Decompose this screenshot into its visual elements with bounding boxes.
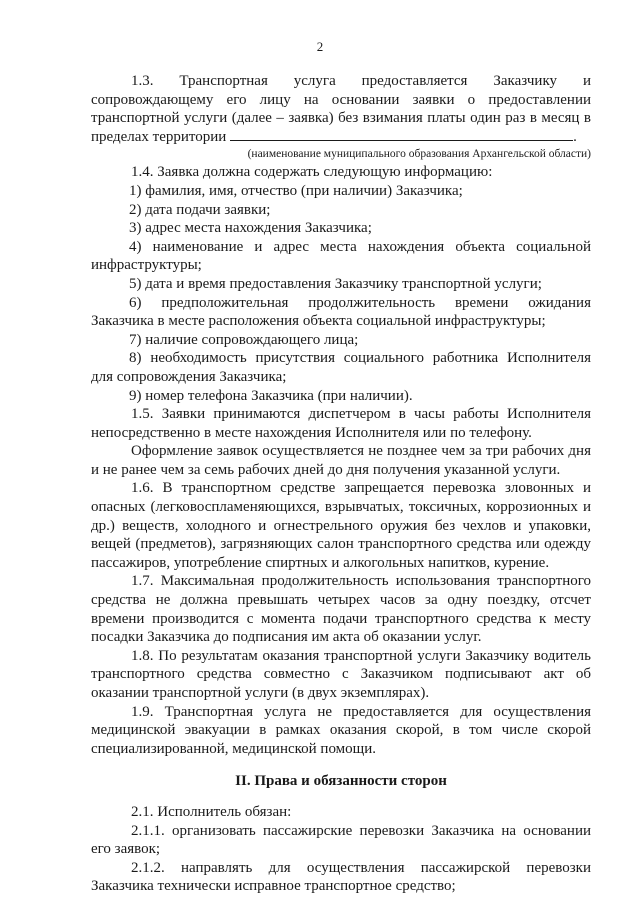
list-item: 5) дата и время предоставления Заказчику транспортной услуги; [129, 275, 542, 292]
paragraph-2-1: 2.1. Исполнитель обязан: [131, 803, 292, 820]
paragraph-1-4: 1.4. Заявка должна содержать следующую информацию: [131, 164, 493, 181]
list-item: 7) наличие сопровождающего лица; [129, 331, 359, 348]
paragraph-2-1-1: 2.1.1. организовать пассажирские перевозки Заказчика на основании его заявок; [91, 822, 591, 858]
paragraph-1-7: 1.7. Максимальная продолжительность использования транспортного средства не должна превышать четырех часов за одну поездку, отсчет времени производится с момента подачи транспортного средства к месту посадки Заказчика до подписания им акта об оказании услуг. [91, 573, 591, 646]
paragraph-1-3-text: 1.3. Транспортная услуга предоставляется Заказчику и сопровождающему его лицу на основании заявки о предоставлении транспортной услуги (далее – заявка) без взимания платы один раз в месяц в пределах территории [91, 73, 591, 145]
paragraph-1-5-continued: Оформление заявок осуществляется не позднее чем за три рабочих дня и не ранее чем за семь рабочих дней до дня получения указанной услуги. [91, 443, 591, 478]
paragraph-1-6: 1.6. В транспортном средстве запрещается перевозка зловонных и опасных (легковоспламеняющихся, взрывчатых, токсичных, коррозионных и др.) веществ, холодного и огнестрельного оружия без чехлов и упаковки, вещей (предметов), загрязняющих салон транспортного средства или одежду пассажиров, употребление спиртных и алкогольных напитков, курение. [91, 480, 591, 571]
list-item: 4) наименование и адрес места нахождения объекта социальной инфраструктуры; [91, 238, 591, 274]
municipality-caption: (наименование муниципального образования Архангельской области) [247, 148, 591, 161]
list-item: 2) дата подачи заявки; [129, 201, 271, 218]
spacer [91, 791, 591, 803]
municipality-blank-line [230, 128, 573, 141]
section-title: II. Права и обязанности сторон [235, 773, 447, 790]
list-item: 9) номер телефона Заказчика (при наличии). [129, 387, 413, 404]
spacer [91, 758, 591, 772]
paragraph-1-5: 1.5. Заявки принимаются диспетчером в часы работы Исполнителя непосредственно в месте нахождения Исполнителя или по телефону. [91, 406, 591, 441]
paragraph-1-8: 1.8. По результатам оказания транспортной услуги Заказчику водитель транспортного средства совместно с Заказчиком подписывают акт об оказании транспортной услуги (в двух экземплярах). [91, 647, 591, 701]
list-item: 6) предположительная продолжительность времени ожидания Заказчика в месте расположения объекта социальной инфраструктуры; [91, 294, 591, 330]
list-item: 3) адрес места нахождения Заказчика; [129, 220, 372, 237]
paragraph-2-1-2: 2.1.2. направлять для осуществления пассажирской перевозки Заказчика технически исправное транспортное средство; [91, 859, 591, 895]
list-item: 1) фамилия, имя, отчество (при наличии) Заказчика; [129, 182, 463, 199]
paragraph-1-3-end: . [573, 128, 577, 145]
document-body [91, 72, 591, 896]
page-number: 2 [316, 39, 324, 54]
list-item: 8) необходимость присутствия социального работника Исполнителя для сопровождения Заказчика; [91, 350, 591, 385]
paragraph-1-3 [91, 72, 591, 146]
paragraph-1-9: 1.9. Транспортная услуга не предоставляется для осуществления медицинской эвакуации в рамках оказания скорой, в том числе скорой специализированной, медицинской помощи. [91, 703, 591, 757]
